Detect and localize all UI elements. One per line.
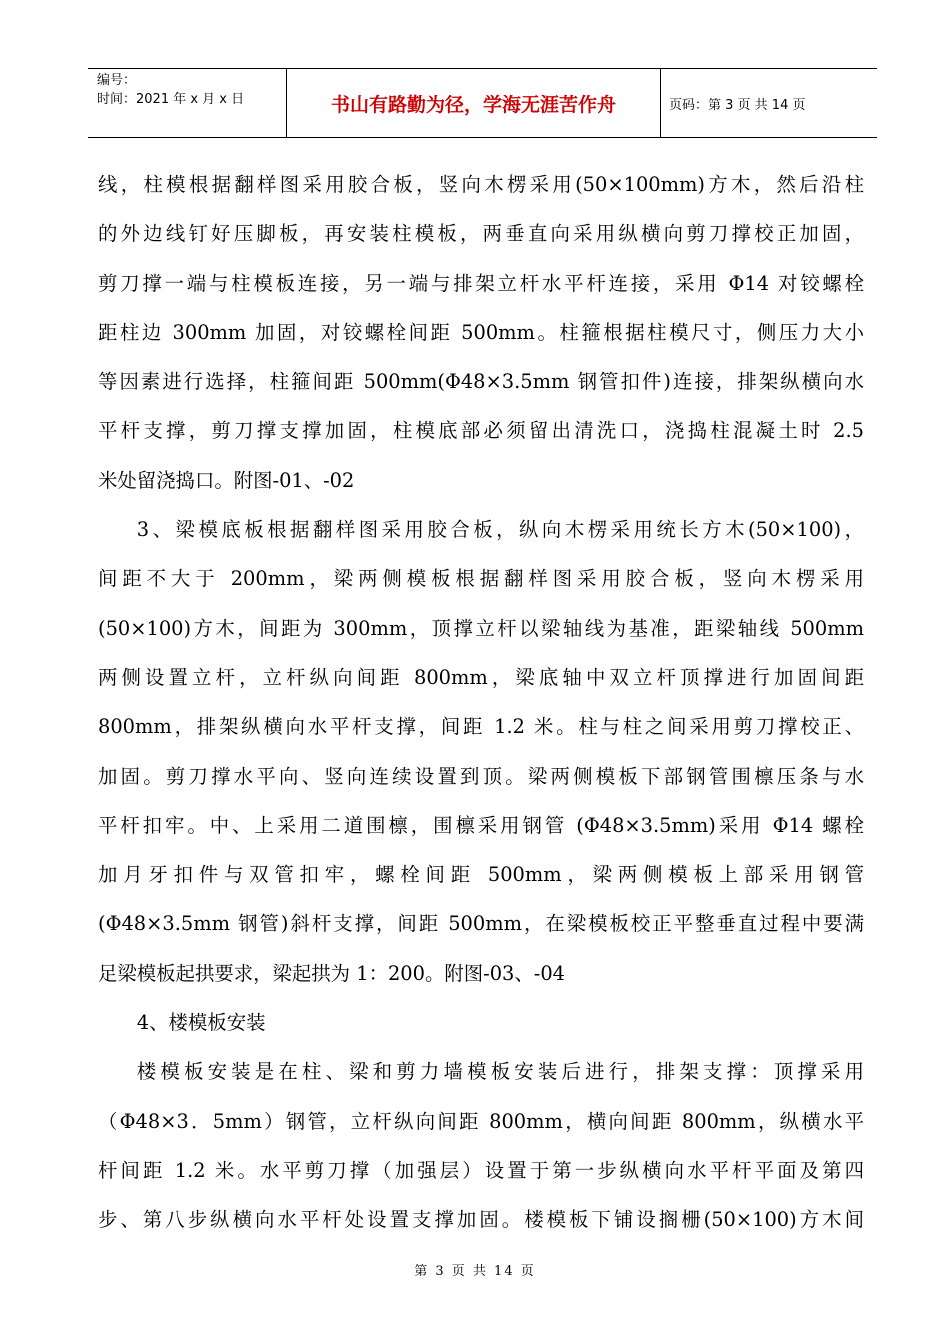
header-meta-cell [88,69,287,137]
text-line: 的外边线钉好压脚板，再安装柱模板，两垂直向采用纵横向剪刀撑校正加固， [98,222,864,246]
header-motto: 书山有路勤为径，学海无涯苦作舟 [287,69,661,137]
text-line: 加固。剪刀撑水平向、竖向连续设置到顶。梁两侧模板下部钢管围檩压条与水 [98,764,864,788]
text-line: 3、梁模底板根据翻样图采用胶合板，纵向木楞采用统长方木(50×100)， [136,518,864,542]
text-line: 剪刀撑一端与柱模板连接，另一端与排架立杆水平杆连接，采用 Φ14 对铰螺栓 [98,271,864,295]
text-line: 足梁模板起拱要求，梁起拱为 1：200。附图-03、-04 [98,961,565,985]
document-number: 编号： [97,73,137,88]
document-time: 时间：2021 年 x 月 x 日 [97,92,245,107]
header-page-info: 页码：第 3 页 共 14 页 [669,97,806,113]
text-line: 等因素进行选择，柱箍间距 500mm(Φ48×3.5mm 钢管扣件)连接，排架纵横向水 [98,370,864,394]
page-footer: 第 3 页 共 14 页 [414,1264,536,1279]
text-line: 杆间距 1.2 米。水平剪刀撑（加强层）设置于第一步纵横向水平杆平面及第四 [98,1158,864,1182]
text-line: (Φ48×3.5mm 钢管)斜杆支撑，间距 500mm，在梁模板校正平整垂直过程中要满 [98,912,864,936]
text-line: 800mm，排架纵横向水平杆支撑，间距 1.2 米。柱与柱之间采用剪刀撑校正、 [98,715,864,739]
text-line: 步、第八步纵横向水平杆处设置支撑加固。楼模板下铺设搁栅(50×100)方木间 [98,1208,864,1232]
header-table [88,68,877,138]
text-line: 间距不大于 200mm，梁两侧模板根据翻样图采用胶合板，竖向木楞采用 [98,567,864,591]
text-line: 楼模板安装是在柱、梁和剪力墙模板安装后进行，排架支撑：顶撑采用 [136,1060,864,1084]
text-line: (50×100)方木，间距为 300mm，顶撑立杆以梁轴线为基准，距梁轴线 500mm [98,616,864,640]
text-line: 米处留浇捣口。附图-01、-02 [98,468,355,492]
text-line: 两侧设置立杆，立杆纵向间距 800mm，梁底轴中双立杆顶撑进行加固间距 [98,665,864,689]
text-line: （Φ48×3．5mm）钢管，立杆纵向间距 800mm，横向间距 800mm，纵横水平 [98,1109,864,1133]
text-line: 平杆扣牢。中、上采用二道围檩，围檩采用钢管 (Φ48×3.5mm)采用 Φ14 螺栓 [98,813,864,837]
text-line: 距柱边 300mm 加固，对铰螺栓间距 500mm。柱箍根据柱模尺寸，侧压力大小 [98,320,864,344]
section-heading: 4、楼模板安装 [136,1011,266,1035]
text-line: 平杆支撑，剪刀撑支撑加固，柱模底部必须留出清洗口，浇捣柱混凝土时 2.5 [98,419,864,443]
body-text [98,160,864,1245]
text-line: 加月牙扣件与双管扣牢，螺栓间距 500mm，梁两侧模板上部采用钢管 [98,863,864,887]
text-line: 线，柱模根据翻样图采用胶合板，竖向木楞采用(50×100mm)方木，然后沿柱 [98,173,864,196]
